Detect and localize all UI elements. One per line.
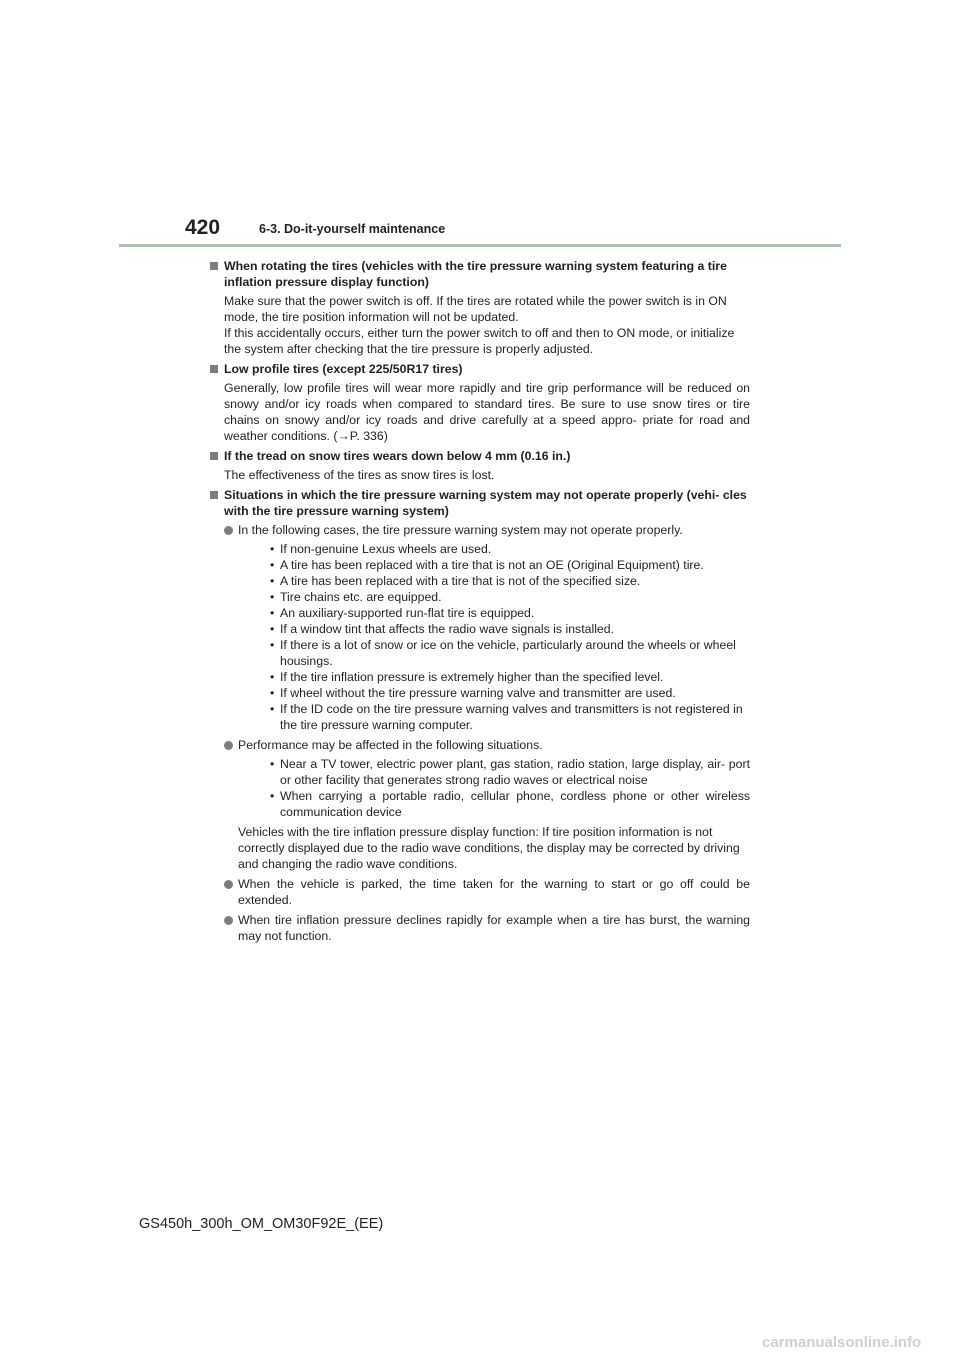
section-snow-tire-tread <box>210 448 750 483</box>
sub-list-item: • If non-genuine Lexus wheels are used. <box>270 542 492 556</box>
sub-list-item: • A tire has been replaced with a tire that is not an OE (Original Equipment) tire. <box>270 558 704 572</box>
section-title: 6-3. Do-it-yourself maintenance <box>259 222 446 236</box>
sub-list-item: • If wheel without the tire pressure warning valve and transmitter are used. <box>270 686 676 700</box>
round-bullet-icon <box>224 880 233 889</box>
section-body: The effectiveness of the tires as snow tires is lost. <box>224 468 495 482</box>
section-heading: Low profile tires (except 225/50R17 tires) <box>210 361 750 377</box>
section-low-profile-tires <box>210 361 750 444</box>
header-divider <box>119 244 841 247</box>
sub-list-item: • Tire chains etc. are equipped. <box>270 590 442 604</box>
section-tire-rotation <box>210 258 750 357</box>
page-number: 420 <box>185 216 221 239</box>
sub-list-item: • A tire has been replaced with a tire that is not of the specified size. <box>270 574 641 588</box>
sub-list-item: • If there is a lot of snow or ice on the vehicle, particularly around the wheels or wheel housings. <box>270 638 736 668</box>
bullet-item: When tire inflation pressure declines rapidly for example when a tire has burst, the warning may not function. <box>210 912 750 944</box>
sub-list <box>238 756 750 820</box>
sub-list-item: • Near a TV tower, electric power plant, gas station, radio station, large display, air- port or other facility that generates strong radio waves or electrical noise <box>270 757 750 787</box>
square-bullet-icon <box>210 452 218 460</box>
section-heading: Situations in which the tire pressure warning system may not operate properly (vehi- cles with the tire pressure warning system) <box>210 487 750 519</box>
round-bullet-icon <box>224 526 233 535</box>
page-content <box>210 258 750 948</box>
bullet-item: In the following cases, the tire pressure warning system may not operate properly. • If non-genuine Lexus wheels are used. • A tire has been replaced with a tire that is not an OE (Original Equipment) tire. • A tire has been replaced with a tire that is not of the specified size. • Tire chains etc. are equipped. • An auxiliary-supported run-flat tire is equipped. • If a window tint that affects the radio wave signals is installed. • If there is a lot of snow or ice on the vehicle, particularly around the wheels or wheel housings. • If the tire inflation pressure is extremely higher than the specified level. • If wheel without the tire pressure warning valve and transmitter are used. • If the ID code on the tire pressure warning valves and transmitters is not registered in the tire pressure warning computer. <box>210 522 750 733</box>
watermark: carmanualsonline.info <box>762 1334 922 1351</box>
section-heading: If the tread on snow tires wears down below 4 mm (0.16 in.) <box>210 448 750 464</box>
section-body: Generally, low profile tires will wear more rapidly and tire grip performance will be reduced on snowy and/or icy roads when compared to standard tires. Be sure to use snow tires or tire chains on snowy and/or icy roads and drive carefully at a speed appro- priate for road and weather conditions. (→P. 336) <box>224 381 750 443</box>
sub-list-item: • When carrying a portable radio, cellular phone, cordless phone or other wireless communication device <box>270 789 750 819</box>
round-bullet-icon <box>224 741 233 750</box>
square-bullet-icon <box>210 491 218 499</box>
bullet-item: When the vehicle is parked, the time taken for the warning to start or go off could be extended. <box>210 876 750 908</box>
sub-list-item: • If the ID code on the tire pressure warning valves and transmitters is not registered in the tire pressure warning computer. <box>270 702 743 732</box>
square-bullet-icon <box>210 365 218 373</box>
section-tpws-limitations <box>210 487 750 944</box>
sub-list-item: • An auxiliary-supported run-flat tire is equipped. <box>270 606 535 620</box>
section-body: Make sure that the power switch is off. If the tires are rotated while the power switch is in ON mode, the tire position information will not be updated. If this accidentally occurs, either turn the power switch to off and then to ON mode, or initialize the system after checking that the tire pressure is properly adjusted. <box>224 294 735 356</box>
section-heading: When rotating the tires (vehicles with the tire pressure warning system featuring a tire inflation pressure display function) <box>210 258 750 290</box>
bullet-item: Performance may be affected in the following situations. • Near a TV tower, electric power plant, gas station, radio station, large display, air- port or other facility that generates strong radio waves or electrical noise • When carrying a portable radio, cellular phone, cordless phone or other wireless communication device <box>210 737 750 820</box>
square-bullet-icon <box>210 262 218 270</box>
bullet-note: Vehicles with the tire inflation pressure display function: If tire position information is not correctly displayed due to the radio wave conditions, the display may be corrected by driving and changing the radio wave conditions. <box>238 825 740 871</box>
document-code: GS450h_300h_OM_OM30F92E_(EE) <box>139 1216 384 1232</box>
round-bullet-icon <box>224 916 233 925</box>
sub-list-item: • If a window tint that affects the radio wave signals is installed. <box>270 622 615 636</box>
sub-list <box>238 541 750 733</box>
sub-list-item: • If the tire inflation pressure is extremely higher than the specified level. <box>270 670 664 684</box>
